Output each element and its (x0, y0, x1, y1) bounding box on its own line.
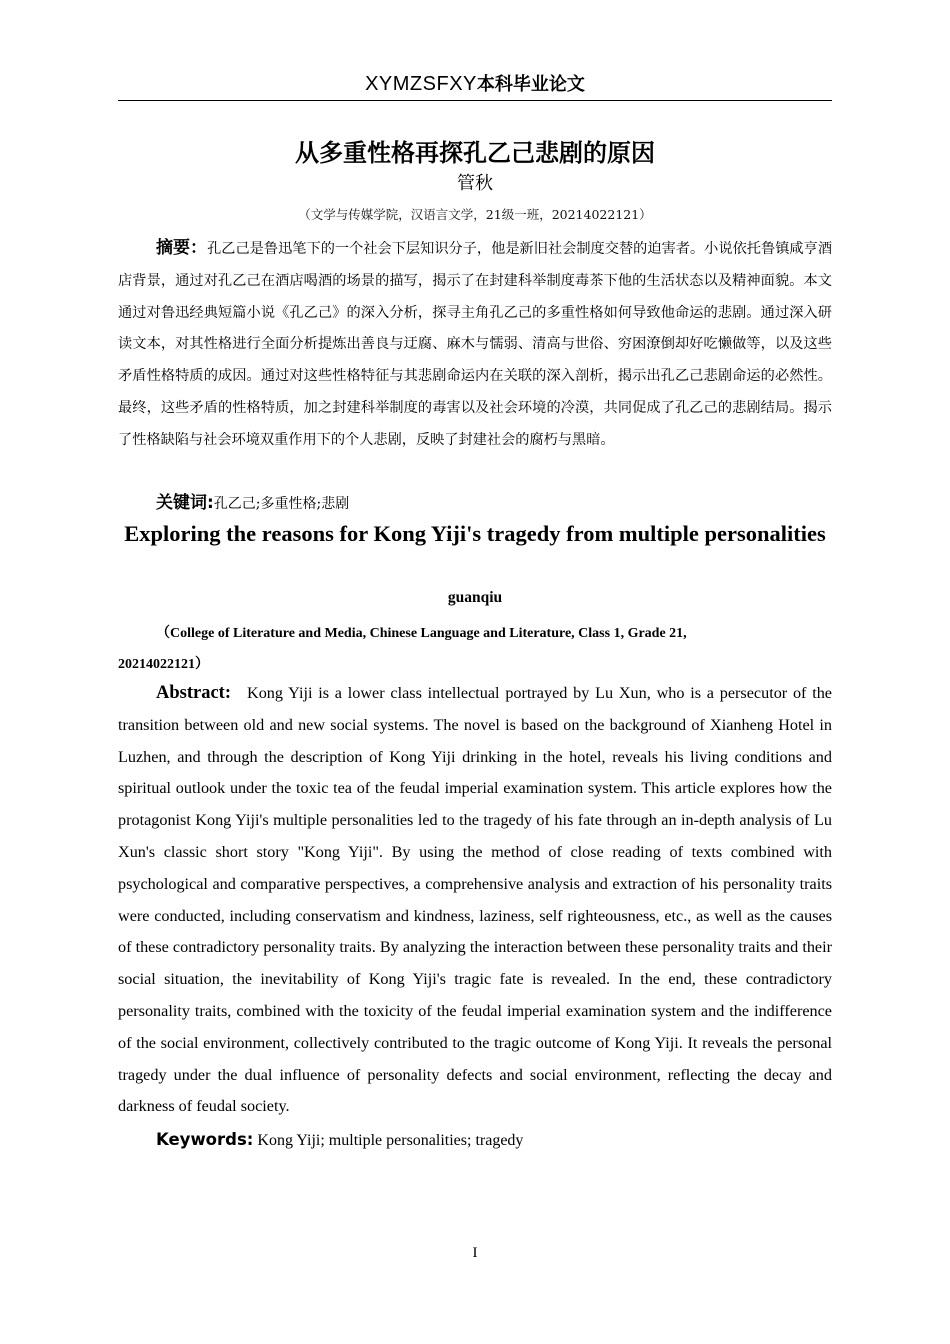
keywords-cn-text: 孔乙己;多重性格;悲剧 (213, 496, 350, 512)
abstract-cn-text: 孔乙己是鲁迅笔下的一个社会下层知识分子，他是新旧社会制度交替的迫害者。小说依托鲁镇咸亨酒店背景，通过对孔乙己在酒店喝酒的场景的描写，揭示了在封建科举制度毒茶下他的生活状态以及精神面貌。本文通过对鲁迅经典短篇小说《孔乙己》的深入分析，探寻主角孔乙己的多重性格如何导致他命运的悲剧。通过深入研读文本，对其性格进行全面分析提炼出善良与迂腐、麻木与懦弱、清高与世俗、穷困潦倒却好吃懒做等，以及这些矛盾性格特质的成因。通过对这些性格特征与其悲剧命运内在关联的深入剖析，揭示出孔乙己悲剧命运的必然性。最终，这些矛盾的性格特质，加之封建科举制度的毒害以及社会环境的冷漠，共同促成了孔乙己的悲剧结局。揭示了性格缺陷与社会环境双重作用下的个人悲剧，反映了封建社会的腐朽与黑暗。 (118, 241, 833, 448)
paper-title-en: Exploring the reasons for Kong Yiji's tragedy from multiple personalities (124, 521, 826, 546)
page-number: I (472, 1245, 478, 1261)
abstract-cn (118, 233, 832, 457)
keywords-cn-label: 关键词: (156, 493, 214, 513)
running-header (118, 72, 832, 97)
keywords-en-text: Kong Yiji; multiple personalities; tragedy (257, 1132, 524, 1149)
abstract-en-label: Abstract: (156, 683, 232, 703)
affiliation-en (118, 618, 832, 680)
header-code: XYMZSFXY (365, 73, 477, 95)
abstract-cn-label: 摘要： (156, 238, 208, 258)
author-name-en: guanqiu (447, 589, 503, 606)
header-label: 本科毕业论文 (476, 74, 585, 95)
abstract-en (118, 678, 832, 1123)
affiliation-en-line2: 20214022121） (118, 657, 209, 672)
affiliation-en-line1: （College of Literature and Media, Chinese Language and Literature, Class 1, Grade 21, (156, 626, 687, 641)
abstract-en-text: Kong Yiji is a lower class intellectual portrayed by Lu Xun, who is a persecutor of the transition between old and new social systems. The novel is based on the background of Xianheng Hotel in Luzhen, and through the description of Kong Yiji drinking in the hotel, reveals his living conditions and spiritual outlook under the toxic tea of the feudal imperial examination system. This article explores how the protagonist Kong Yiji's multiple personalities led to the tragedy of his fate through an in-depth analysis of Lu Xun's classic short story "Kong Yiji". By using the method of close reading of texts combined with psychological and comparative perspectives, a comprehensive analysis and extraction of his personality traits were conducted, including conservatism and kindness, laziness, self righteousness, etc., as well as the causes of these contradictory personality traits. By analyzing the interaction between these personality traits and their social situation, the inevitability of Kong Yiji's tragic fate is revealed. In the end, these contradictory personality traits, combined with the toxicity of the feudal imperial examination system and the indifference of the social environment, collectively contributed to the tragic outcome of Kong Yiji. It reveals the personal tragedy under the dual influence of personality defects and social environment, reflecting the decay and darkness of feudal society. (118, 684, 832, 1116)
keywords-en-label: Keywords: (156, 1130, 254, 1149)
author-name-cn: 管秋 (457, 173, 493, 194)
keywords-cn (156, 488, 832, 520)
keywords-en (156, 1125, 832, 1156)
header-rule (118, 100, 832, 101)
affiliation-cn: （文学与传媒学院，汉语言文学，21级一班，20214022121） (298, 207, 652, 222)
paper-title-cn: 从多重性格再探孔乙己悲剧的原因 (295, 139, 655, 167)
